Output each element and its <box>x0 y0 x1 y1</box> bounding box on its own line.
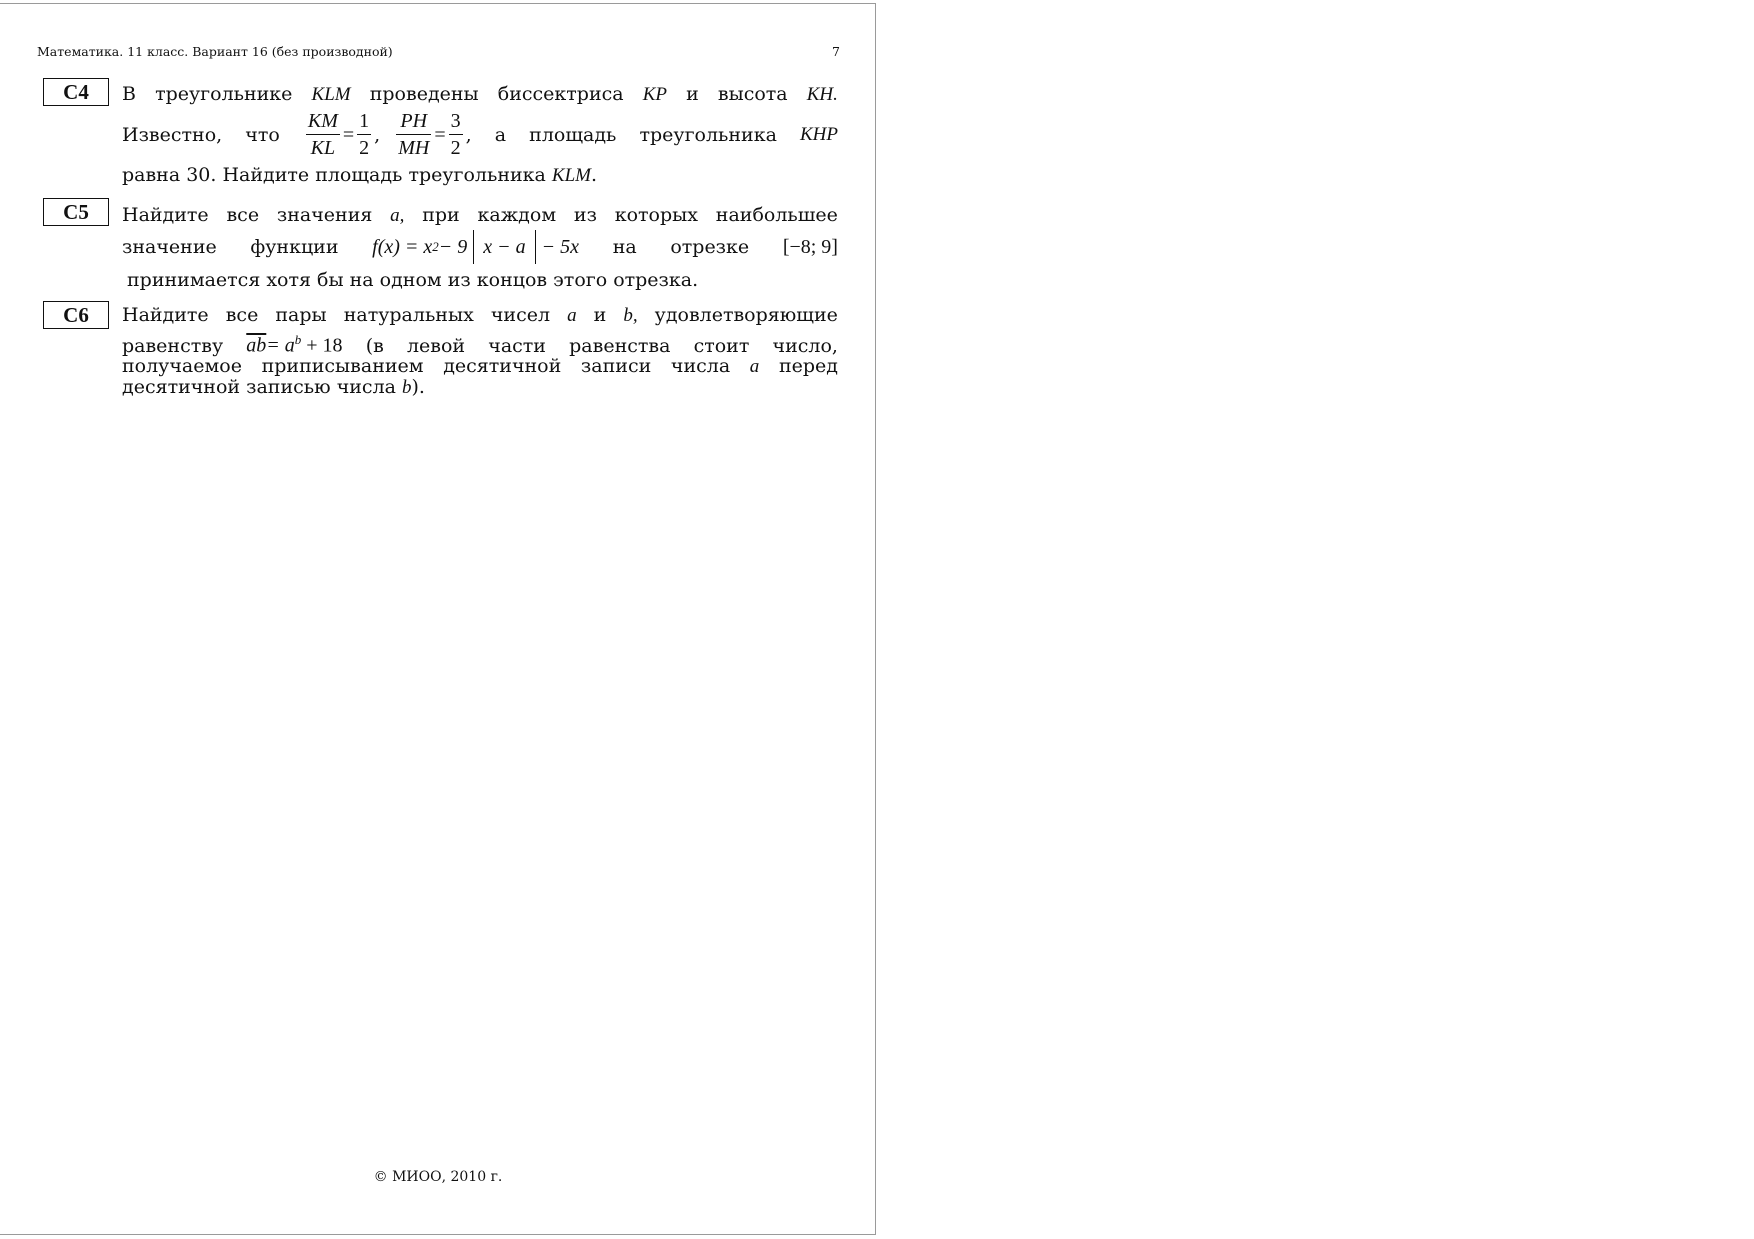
word: Найдите <box>122 204 209 226</box>
word: значения <box>276 204 373 226</box>
variable-a: a, <box>390 205 405 226</box>
word: биссектриса <box>497 83 624 105</box>
absolute-value: x − a <box>473 230 535 264</box>
word: значение <box>122 236 217 258</box>
variable-klm: KLM <box>311 84 351 105</box>
problem-label-c5: C5 <box>43 198 109 226</box>
word: проведены <box>369 83 479 105</box>
word: а <box>494 123 507 146</box>
variable-khp: KHP <box>800 123 838 145</box>
variable-klm: KLM <box>551 165 591 186</box>
word: все <box>225 304 259 326</box>
word: Известно, <box>122 123 223 146</box>
problem-label-c4: C4 <box>43 78 109 106</box>
variable-a: a <box>567 305 577 326</box>
word: и <box>593 304 607 326</box>
word: приписыванием <box>261 355 424 377</box>
variable-a: a <box>749 356 760 377</box>
c6-line-3 <box>122 355 838 378</box>
word: число, <box>772 334 838 357</box>
word: что <box>245 123 280 146</box>
word: левой <box>406 334 466 357</box>
ratio-formula: $\frac{KM}{KL}$ = $\frac{1}{2}$ , $\frac{PH}{MH}$ = $\frac{3}{2}$ , <box>307 110 472 159</box>
variable-b: b, <box>623 305 638 326</box>
word: при <box>422 204 460 226</box>
problem-label-c6: C6 <box>43 301 109 329</box>
page-number: 7 <box>832 44 840 59</box>
word: части <box>488 334 546 357</box>
c4-line-3: равна 30. Найдите площадь треугольника KLM. <box>122 164 598 186</box>
c4-line-1 <box>122 83 838 106</box>
variable-kp: KP <box>642 84 667 105</box>
fraction-three-halves: $\frac{3}{2}$ <box>450 110 461 159</box>
word: В <box>122 83 136 105</box>
word: стоит <box>693 334 750 357</box>
word: равенству <box>122 334 224 357</box>
page-header: Математика. 11 класс. Вариант 16 (без производной) <box>37 44 393 59</box>
c5-line-3: принимается хотя бы на одном из концов этого отрезка. <box>127 269 699 291</box>
word: Найдите <box>122 304 209 326</box>
equality-formula: $\overline{ab}= a^b + 18$ <box>246 332 343 357</box>
c5-line-2 <box>122 230 838 264</box>
variable-b: b <box>402 377 412 398</box>
word: перед <box>778 355 838 377</box>
word: каждом <box>477 204 557 226</box>
word: числа <box>670 355 731 377</box>
word: из <box>573 204 597 226</box>
word: удовлетворяющие <box>654 304 838 326</box>
word: натуральных <box>343 304 474 326</box>
c5-line-1 <box>122 204 838 227</box>
interval: [−8; 9] <box>782 236 838 258</box>
word: высота <box>717 83 788 105</box>
document-page <box>0 3 876 1235</box>
word: отрезке <box>670 236 750 258</box>
fraction-ph-mh: $\frac{PH}{MH}$ <box>398 110 430 159</box>
word: все <box>226 204 260 226</box>
word: треугольнике <box>155 83 293 105</box>
fraction-one-half: $\frac{1}{2}$ <box>359 110 370 159</box>
function-formula: f(x) = x 2 − 9 x − a − 5x <box>372 230 579 264</box>
word: пары <box>275 304 327 326</box>
variable-kh: KH. <box>806 84 838 105</box>
word: которых <box>614 204 698 226</box>
fraction-km-kl: $\frac{KM}{KL}$ <box>307 110 338 159</box>
number-ab: $\overline{ab}$ <box>246 334 267 357</box>
word: десятичной <box>443 355 562 377</box>
c6-line-1 <box>122 304 838 327</box>
word: записи <box>580 355 652 377</box>
word: площадь <box>529 123 617 146</box>
page-footer: © МИОО, 2010 г. <box>373 1169 503 1185</box>
word: наибольшее <box>715 204 838 226</box>
word: треугольника <box>639 123 777 146</box>
c4-line-2 <box>122 108 838 161</box>
word: получаемое <box>122 355 242 377</box>
word: чисел <box>490 304 551 326</box>
word: функции <box>250 236 339 258</box>
word: и <box>686 83 699 105</box>
c6-line-2 <box>122 329 838 357</box>
word: на <box>612 236 637 258</box>
c6-line-4: десятичной записью числа b). <box>122 376 425 398</box>
word: (в <box>365 334 384 357</box>
word: равенства <box>569 334 671 357</box>
